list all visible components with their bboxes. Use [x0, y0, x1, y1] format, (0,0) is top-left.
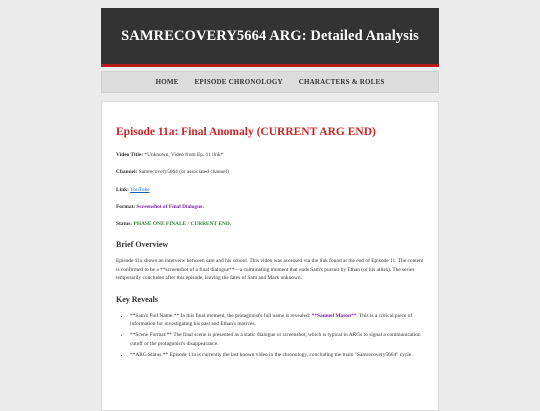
format-value: Screenshot of Final Dialogue.	[136, 203, 204, 210]
site-title: SAMRECOVERY5664 ARG: Detailed Analysis	[121, 27, 419, 44]
meta-channel	[116, 169, 424, 176]
nav-episode-chronology[interactable]: EPISODE CHRONOLOGY	[194, 78, 283, 86]
youtube-link[interactable]: YouTube	[130, 186, 150, 193]
overview-text: Episode 11a shows an interveiw between sam and his school. This video was accessed via the link found at the end of Episode 11. The content is confirmed to be a **screenshot of a final dialogue**—a culminating moment that ends Sam's pursuit by Ethan (or his allies). The series temporarily concludes after this episode, leaving the fates of Sam and Mark unknown.	[116, 258, 424, 282]
list-item	[130, 351, 424, 359]
nav-characters-roles[interactable]: CHARACTERS & ROLES	[298, 78, 385, 86]
meta-link	[116, 187, 424, 194]
status-label: Status:	[116, 221, 133, 228]
nav-home[interactable]: HOME	[155, 78, 179, 86]
format-label: Format:	[116, 203, 136, 210]
list-item	[130, 331, 424, 348]
reveal-text-suffix: . This is a critical piece of information for investigating his past and Ethan's motives.	[130, 312, 413, 327]
video-title-label: Video Title:	[116, 152, 144, 158]
meta-format	[116, 204, 424, 211]
link-label: Link:	[116, 186, 129, 193]
reveal-text: **Sam's Full Name:** In this final moment, the protagonist's full name is revealed:	[130, 312, 312, 319]
reveals-list	[116, 312, 424, 360]
channel-label: Channel:	[116, 169, 138, 176]
reveals-heading: Key Reveals	[116, 294, 158, 304]
site-header	[101, 8, 439, 67]
meta-video-title	[116, 152, 424, 159]
meta-status	[116, 221, 424, 228]
channel-value: Samrecovery5664 (or associated channel)	[138, 169, 229, 176]
reveal-text: **ARG Status:** Episode 11a is currently the last known video in the chronology, concluding the main "Samrecovery5664" cycle.	[130, 352, 413, 359]
overview-heading: Brief Overview	[116, 240, 169, 250]
status-value: PHASE ONE FINALE / CURRENT END.	[133, 221, 232, 228]
video-title-value: *Unknown, Video from Ep. 11 link*	[144, 152, 224, 158]
list-item	[130, 312, 424, 329]
content-card	[101, 101, 439, 411]
reveal-highlight: **Samuel Mason**	[311, 312, 357, 319]
reveal-text: **Scene Format:** The final scene is presented as a static dialogue or screenshot, which is typical in ARGs to signal a communication cutoff or the protagonist's disappearance.	[130, 332, 421, 347]
main-nav	[101, 71, 439, 93]
episode-title: Episode 11a: Final Anomaly (CURRENT ARG END)	[116, 126, 376, 138]
